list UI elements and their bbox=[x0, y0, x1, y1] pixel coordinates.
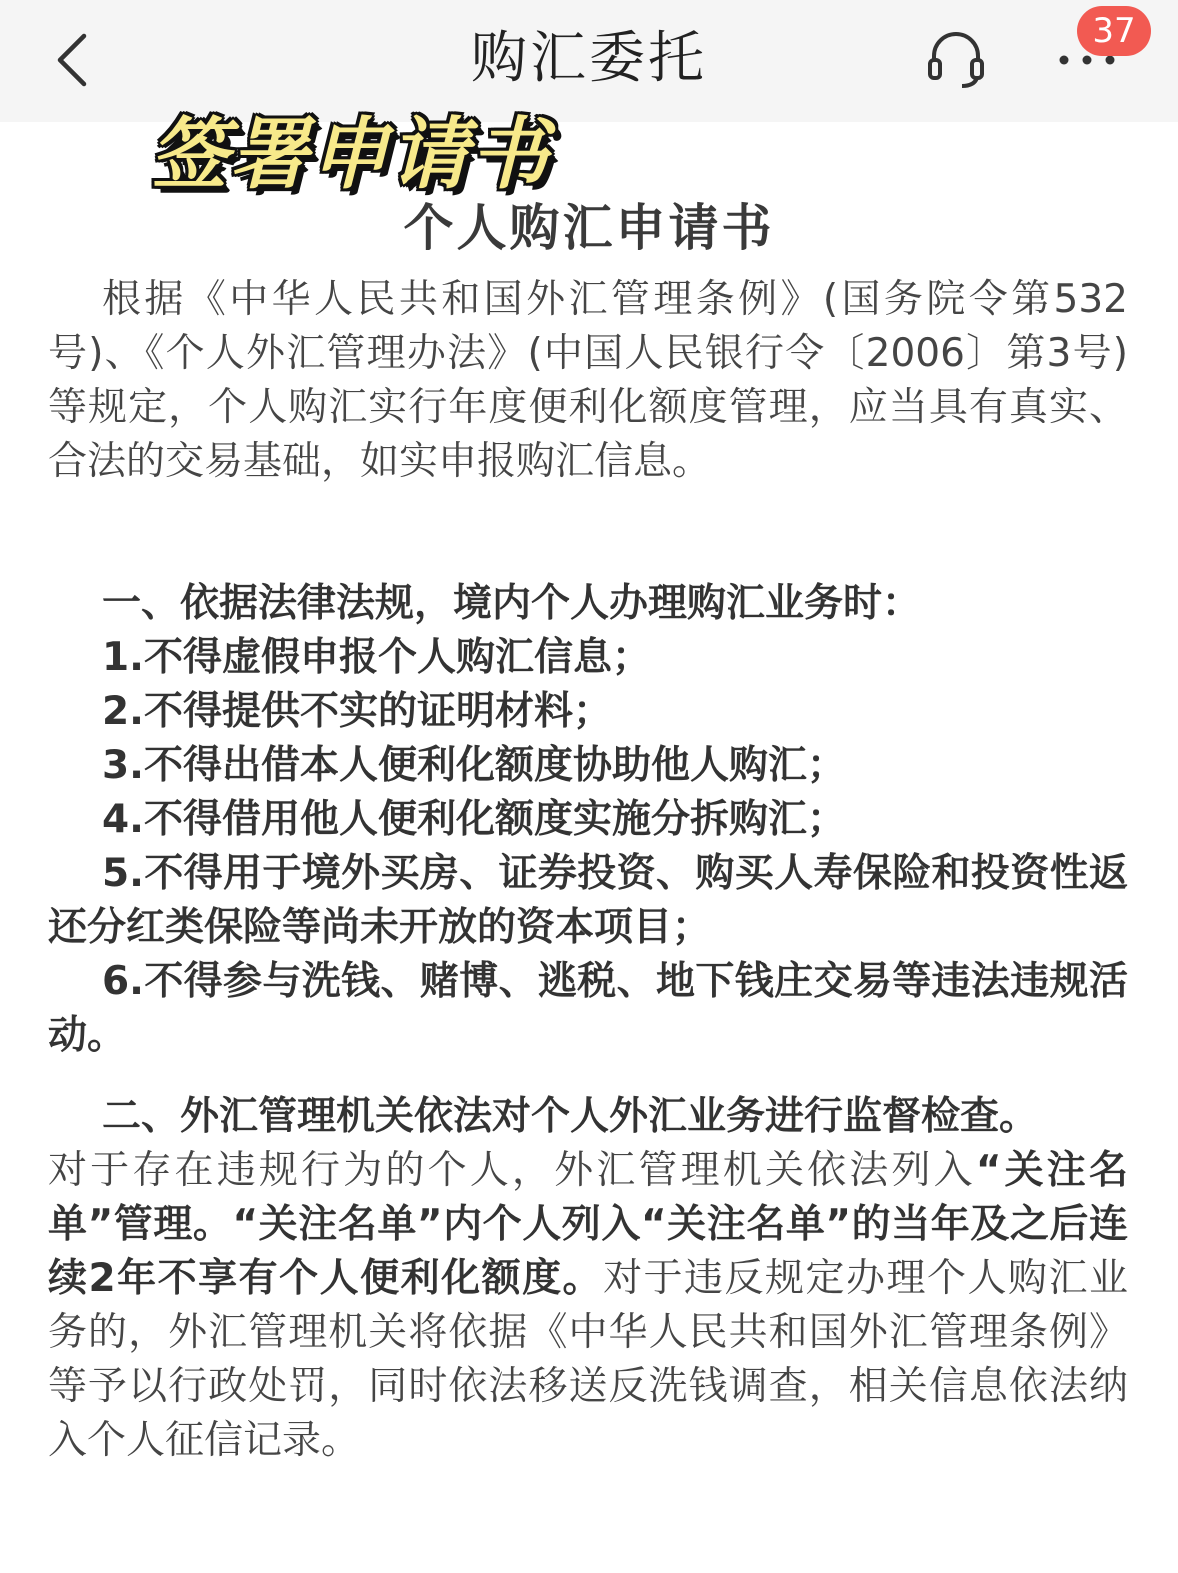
list-item: 3.不得出借本人便利化额度协助他人购汇； bbox=[102, 743, 846, 788]
page-title: 购汇委托 bbox=[471, 26, 707, 91]
list-item: 1.不得虚假申报个人购汇信息； bbox=[102, 635, 651, 680]
document-body bbox=[48, 273, 1128, 489]
sign-application-sticker: 签署申请书 bbox=[150, 109, 551, 200]
section-two-heading: 二、外汇管理机关依法对个人外汇业务进行监督检查。 bbox=[102, 1094, 1039, 1139]
section-two-text-a: 对于存在违规行为的个人，外汇管理机关依法列入 bbox=[48, 1148, 976, 1193]
document-title: 个人购汇申请书 bbox=[403, 199, 775, 257]
section-two-text-c: 对于违反规定办理个人购汇业务的，外汇管理机关将依据《中华人民共和国外汇管理条例》等予以行政处罚，同时依法移送反洗钱调查，相关信息依法纳入个人征信记录。 bbox=[48, 1256, 1128, 1463]
list-item: 5.不得用于境外买房、证券投资、购买人寿保险和投资性返还分红类保险等尚未开放的资本项目； bbox=[48, 851, 1128, 950]
customer-service-button[interactable] bbox=[924, 26, 988, 90]
list-item: 6.不得参与洗钱、赌博、逃税、地下钱庄交易等违法违规活动。 bbox=[48, 959, 1128, 1058]
section-two bbox=[48, 1090, 1128, 1468]
section-two-paragraph bbox=[48, 1144, 1128, 1468]
section-one-heading: 一、依据法律法规，境内个人办理购汇业务时： bbox=[102, 581, 922, 626]
list-item: 2.不得提供不实的证明材料； bbox=[102, 689, 612, 734]
intro-paragraph: 根据《中华人民共和国外汇管理条例》(国务院令第532号)、《个人外汇管理办法》(中国人民银行令〔2006〕第3号)等规定，个人购汇实行年度便利化额度管理，应当具有真实、合法的交易基础，如实申报购汇信息。 bbox=[48, 277, 1128, 484]
headset-icon bbox=[924, 26, 988, 90]
list-item: 4.不得借用他人便利化额度实施分拆购汇； bbox=[102, 797, 846, 842]
section-two-text-bold: “关注名单”管理。“关注名单”内个人列入“关注名单”的当年及之后连续2年不享有个人便利化额度。 bbox=[48, 1148, 1128, 1301]
notification-badge: 37 bbox=[1077, 6, 1151, 56]
section-one bbox=[48, 577, 1128, 1063]
